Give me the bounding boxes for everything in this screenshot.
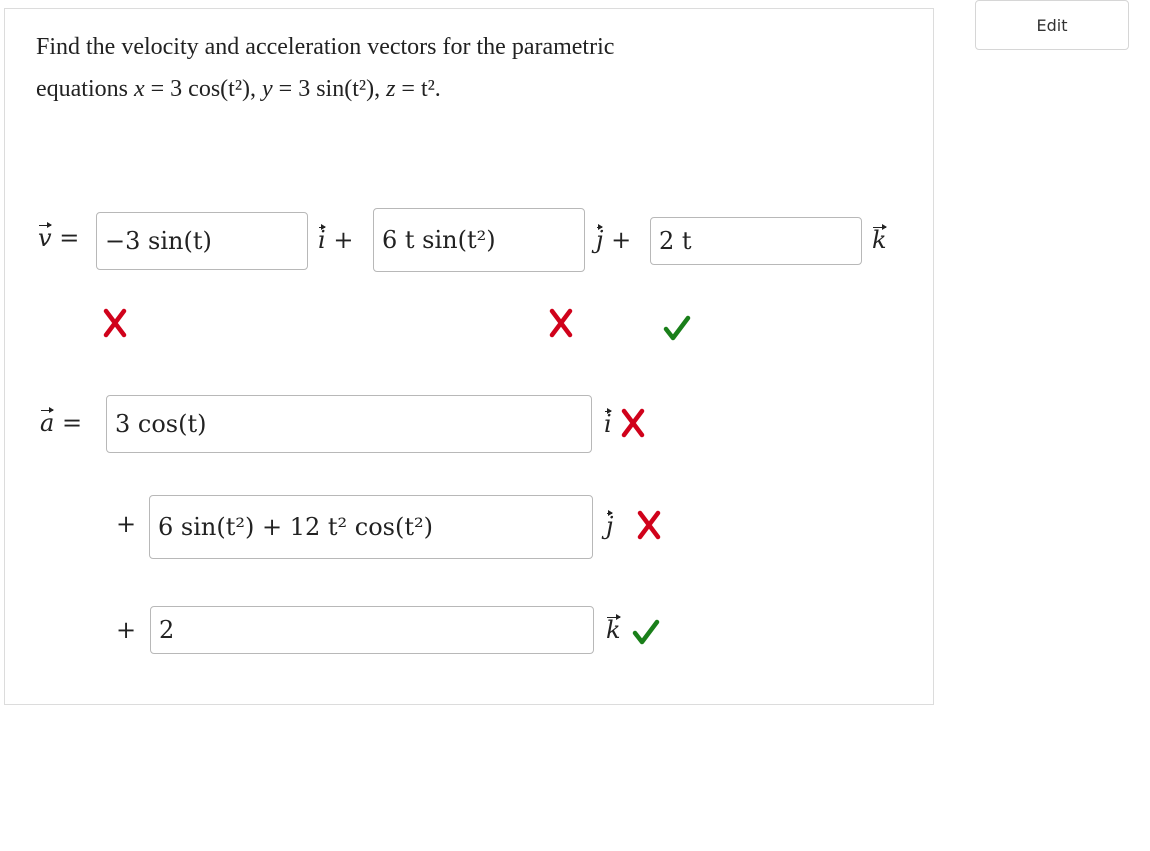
velocity-j-unit: j + (596, 226, 632, 254)
velocity-i-cross-icon (102, 308, 128, 338)
velocity-k-unit: k (872, 226, 887, 254)
velocity-label: v = (38, 224, 80, 252)
velocity-j-input[interactable]: 6 t sin(t²) (373, 208, 585, 272)
question-text (36, 26, 614, 110)
acceleration-i-cross-icon (620, 408, 646, 438)
question-line-2: equations x = 3 cos(t²), y = 3 sin(t²), z = t². (36, 76, 441, 102)
question-panel (4, 8, 934, 705)
acceleration-j-plus: + (116, 510, 137, 538)
question-line-1: Find the velocity and acceleration vectors for the parametric (36, 34, 615, 60)
velocity-j-cross-icon (548, 308, 574, 338)
velocity-i-unit: i + (318, 226, 354, 254)
acceleration-k-check-icon (632, 618, 660, 646)
acceleration-k-plus: + (116, 616, 137, 644)
acceleration-k-unit: k (606, 616, 621, 644)
edit-button[interactable]: Edit (975, 0, 1129, 50)
acceleration-j-input[interactable]: 6 sin(t²) + 12 t² cos(t²) (149, 495, 593, 559)
acceleration-j-unit: j (606, 512, 614, 540)
velocity-k-input[interactable]: 2 t (650, 217, 862, 265)
acceleration-label: a = (40, 409, 83, 437)
acceleration-i-unit: i (604, 410, 612, 438)
acceleration-i-input[interactable]: 3 cos(t) (106, 395, 592, 453)
acceleration-j-cross-icon (636, 510, 662, 540)
velocity-i-input[interactable]: −3 sin(t) (96, 212, 308, 270)
acceleration-k-input[interactable]: 2 (150, 606, 594, 654)
velocity-k-check-icon (663, 314, 691, 342)
